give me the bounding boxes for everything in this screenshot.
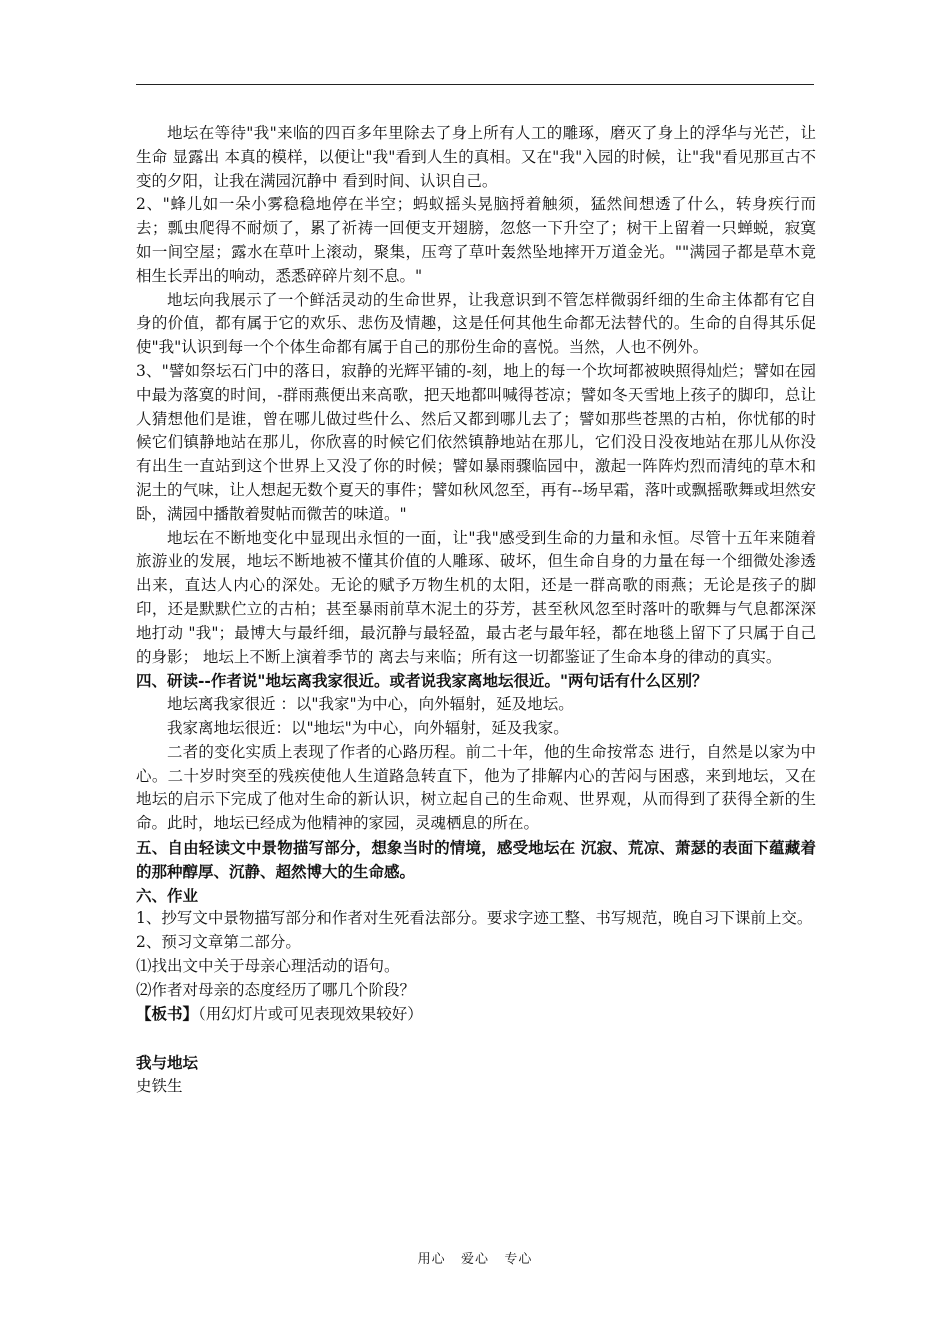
homework-item: 1、抄写文中景物描写部分和作者对生死看法部分。要求字迹工整、书写规范，晚自习下课前上交。	[136, 909, 813, 928]
homework-subitem: ⑴找出文中关于母亲心理活动的语句。	[136, 956, 400, 975]
board-label: 【板书】	[136, 1004, 199, 1024]
page-footer: 用心 爱心 专心	[417, 1252, 533, 1267]
paragraph: 地坛离我家很近 ：以"我家"为中心，向外辐射，延及地坛。	[167, 695, 574, 714]
header-rule	[136, 84, 814, 85]
board-author: 史铁生	[136, 1077, 183, 1096]
paragraph: 我家离地坛很近：以"地坛"为中心，向外辐射，延及我家。	[167, 718, 569, 737]
board-title: 我与地坛	[136, 1053, 199, 1073]
homework-item: 2、预习文章第二部分。	[136, 933, 301, 952]
paragraph: 地坛在等待"我"来临的四百多年里除去了身上所有人工的雕琢，磨灭了身上的浮华与光芒，让生命 显露出 本真的模样，以便让"我"看到人生的真相。又在"我"入园的时候，让"我"看见那亘古不变的夕阳，让我在满园沉静中 看到时间、认识自己。	[136, 124, 816, 190]
paragraph: 2、"蜂儿如一朵小雾稳稳地停在半空；蚂蚁摇头晃脑捋着触须，猛然间想透了什么，转身疾行而去；瓢虫爬得不耐烦了，累了祈祷一回便支开翅膀，忽悠一下升空了；树干上留着一只蝉蜕，寂寞如一间空屋；露水在草叶上滚动，聚集，压弯了草叶轰然坠地摔开万道金光。""满园子都是草木竟相生长弄出的响动，悉悉碎碎片刻不息。"	[136, 195, 816, 285]
paragraph: 地坛向我展示了一个鲜活灵动的生命世界，让我意识到不管怎样微弱纤细的生命主体都有它自身的价值，都有属于它的欢乐、悲伤及情趣，这是任何其他生命都无法替代的。生命的自得其乐促使"我"认识到每一个个体生命都有属于自己的那份生命的喜悦。当然，人也不例外。	[136, 290, 816, 357]
paragraph: 3、"譬如祭坛石门中的落日，寂静的光辉平铺的-刻，地上的每一个坎坷都被映照得灿烂；譬如在园中最为落寞的时间，-群雨燕便出来高歌，把天地都叫喊得苍凉；譬如冬天雪地上孩子的脚印，总让人猜想他们是谁，曾在哪儿做过些什么、然后又都到哪儿去了；譬如那些苍黑的古柏，你忧郁的时候它们镇静地站在那儿，你欣喜的时候它们依然镇静地站在那儿，它们没日没夜地站在那儿从你没有出生一直站到这个世界上又没了你的时候；譬如暴雨骤临园中，激起一阵阵灼烈而清纯的草木和泥土的气味，让人想起无数个夏天的事件；譬如秋风忽至，再有--场早霜，落叶或飘摇歌舞或坦然安卧，满园中播散着熨帖而微苦的味道。"	[136, 361, 816, 523]
board-note: （用幻灯片或可见表现效果较好）	[198, 1005, 423, 1024]
homework-subitem: ⑵作者对母亲的态度经历了哪几个阶段？	[136, 980, 416, 999]
section-heading-6: 六、作业	[136, 885, 199, 905]
spacer	[136, 1027, 816, 1051]
section-heading-5: 五、自由轻读文中景物描写部分，想象当时的情境，感受地坛在 沉寂、荒凉、萧瑟的表面下蕴藏着的那种醇厚、沉静、超然博大的生命感。	[136, 837, 816, 881]
paragraph: 地坛在不断地变化中显现出永恒的一面，让"我"感受到生命的力量和永恒。尽管十五年来随着旅游业的发展，地坛不断地被不懂其价值的人雕琢、破坏，但生命自身的力量在每一个细微处渗透出来，直达人内心的深处。无论的赋予万物生机的太阳，还是一群高歌的雨燕；无论是孩子的脚印，还是默默伫立的古柏；甚至暴雨前草木泥土的芬芳，甚至秋风忽至时落叶的歌舞与气息都深深地打动 "我"；最博大与最纤细，最沉静与最轻盈，最古老与最年轻，都在地毯上留下了只属于自己的身影； 地坛上不断上演着季节的 离去与来临；所有这一切都鉴证了生命本身的律动的真实。	[136, 528, 816, 666]
document-body	[136, 122, 816, 1099]
section-heading-4: 四、研读--作者说"地坛离我家很近。或者说我家离地坛很近。"两句话有什么区别？	[136, 671, 708, 691]
paragraph: 二者的变化实质上表现了作者的心路历程。前二十年，他的生命按常态 进行，自然是以家为中心。二十岁时突至的残疾使他人生道路急转直下，他为了排解内心的苦闷与困惑，来到地坛，又在地坛的启示下完成了他对生命的新认识，树立起自己的生命观、世界观，从而得到了获得全新的生命。此时，地坛已经成为他精神的家园，灵魂栖息的所在。	[136, 742, 816, 833]
board-line	[136, 1002, 816, 1027]
